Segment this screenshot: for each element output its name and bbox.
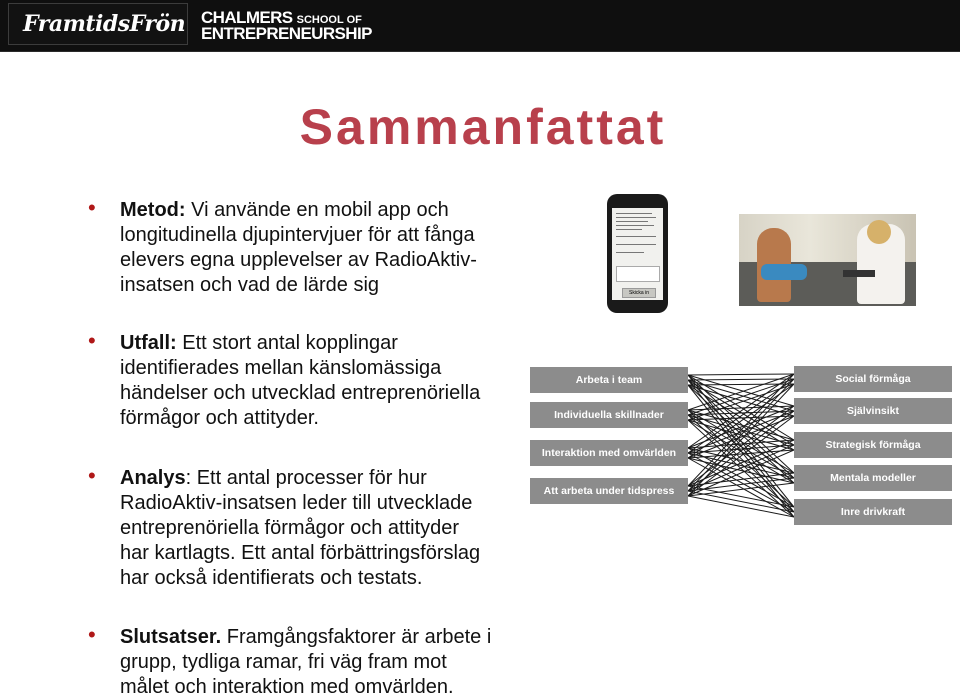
diagram-left-box: Interaktion med omvärlden: [530, 440, 688, 466]
diagram-left-box: Att arbeta under tidspress: [530, 478, 688, 504]
bullet-dot-icon: •: [88, 463, 96, 488]
header-bar: [0, 0, 960, 52]
chalmers-logo-line2: ENTREPRENEURSHIP: [201, 24, 372, 43]
phone-submit-button: Skicka in: [622, 288, 656, 298]
connection-line: [688, 453, 794, 512]
diagram-right-box: Strategisk förmåga: [794, 432, 952, 458]
bullet-text: [120, 198, 540, 298]
diagram-right-box: Självinsikt: [794, 398, 952, 424]
diagram-left-box: Arbeta i team: [530, 367, 688, 393]
connection-line: [688, 406, 794, 410]
framtidsfron-logo: [8, 3, 188, 45]
bullet-body: : Ett antal processer för hur RadioAktiv-insatsen leder till utvecklade entreprenöriella förmågor och attityder har kartlagts. Ett antal förbättringsförslag har också identifierats och testats.: [120, 467, 481, 589]
bullet-dot-icon: •: [88, 328, 96, 353]
diagram-right-box: Social förmåga: [794, 366, 952, 392]
bullet-body: Framgångsfaktorer är arbete i grupp, tydliga ramar, fri väg fram mot målet och interaktion med omvärlden.: [120, 626, 492, 698]
chalmers-logo-main: CHALMERS: [201, 8, 293, 27]
slide-title: Sammanfattat: [299, 99, 667, 155]
bullet-dot-icon: •: [88, 622, 96, 647]
connection-line: [688, 374, 794, 375]
bullet-text: [120, 625, 540, 700]
diagram-right-box: Inre drivkraft: [794, 499, 952, 525]
bullet-label: Slutsatser.: [120, 626, 222, 648]
framtidsfron-logo-text: FramtidsFrön: [23, 11, 186, 37]
bullet-label: Metod:: [120, 199, 186, 221]
connection-line: [688, 496, 794, 517]
bullet-dot-icon: •: [88, 195, 96, 220]
connection-diagram: [530, 360, 956, 532]
bullet-text: [120, 466, 540, 591]
chalmers-logo-small: SCHOOL OF: [296, 14, 362, 26]
interview-photo: [739, 214, 916, 306]
bullet-label: Utfall:: [120, 332, 177, 354]
mobile-app-phone-image: [607, 194, 668, 313]
bullet-text: [120, 331, 540, 431]
bullet-body: Ett stort antal kopplingar identifierades mellan känslomässiga händelser och utvecklad entreprenöriella förmågor och attityder.: [120, 332, 481, 429]
bullet-label: Analys: [120, 467, 186, 489]
phone-screen: [612, 208, 663, 300]
diagram-left-box: Individuella skillnader: [530, 402, 688, 428]
connection-line: [688, 491, 794, 512]
diagram-right-box: Mentala modeller: [794, 465, 952, 491]
bullet-body: Vi använde en mobil app och longitudinella djupintervjuer för att fånga elevers egna upplevelser av RadioAktiv- insatsen och vad de lärde sig: [120, 199, 477, 296]
